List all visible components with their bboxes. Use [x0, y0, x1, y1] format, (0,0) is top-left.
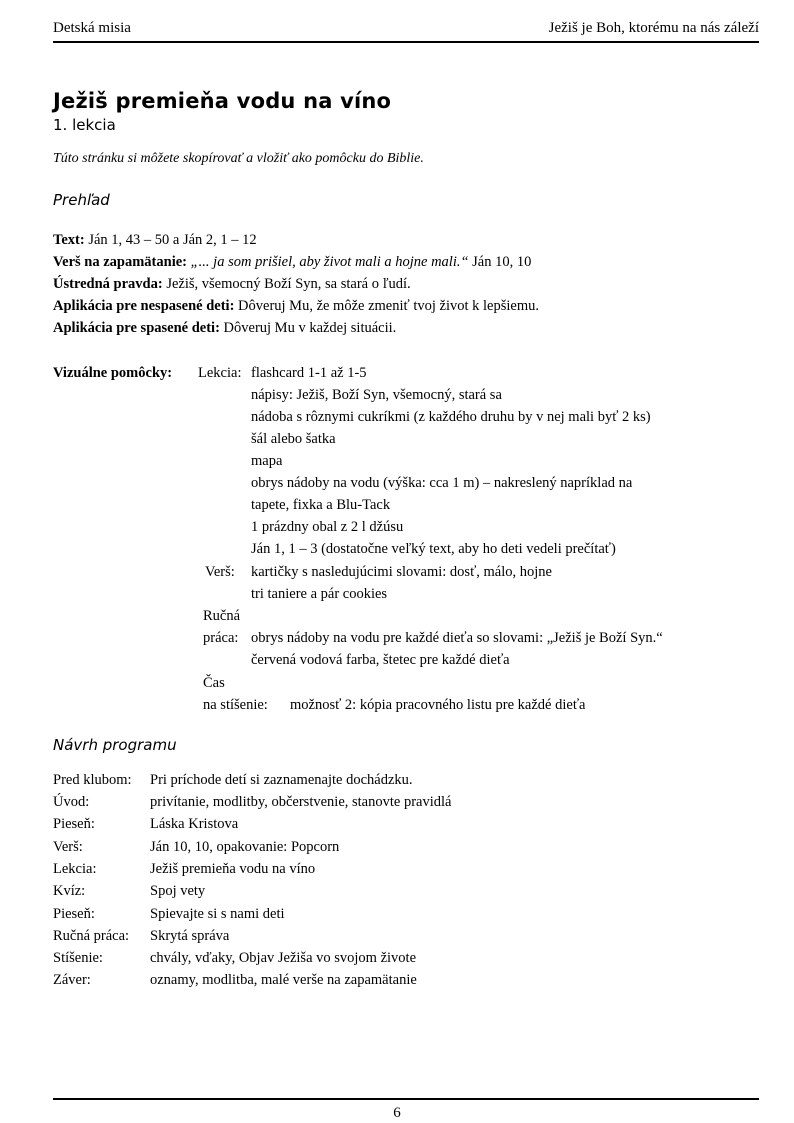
- central-truth-line: [53, 276, 411, 293]
- application-unsaved-label: Aplikácia pre nespasené deti:: [53, 298, 235, 314]
- visual-cas-value: možnosť 2: kópia pracovného listu pre každé dieťa: [290, 697, 586, 713]
- application-saved-line: [53, 320, 396, 337]
- visual-lekcia-item: Ján 1, 1 – 3 (dostatočne veľký text, aby ho deti vedeli prečítať): [251, 541, 616, 557]
- central-truth-label: Ústredná pravda:: [53, 276, 163, 292]
- visual-vers-item: kartičky s nasledujúcimi slovami: dosť, málo, hojne: [251, 564, 552, 580]
- program-value: privítanie, modlitby, občerstvenie, stanovte pravidlá: [150, 794, 452, 810]
- application-unsaved-line: [53, 298, 539, 315]
- memory-verse-ref: Ján 10, 10: [468, 254, 532, 270]
- visual-vers-item: tri taniere a pár cookies: [251, 586, 388, 602]
- visual-lekcia-item: nádoba s rôznymi cukríkmi (z každého druhu by v nej mali byť 2 ks): [251, 409, 651, 425]
- visual-lekcia-item: flashcard 1-1 až 1-5: [251, 365, 367, 381]
- program-value: Skrytá správa: [150, 928, 230, 944]
- program-key: Pred klubom:: [53, 772, 132, 788]
- program-key: Ručná práca:: [53, 928, 130, 944]
- visual-lekcia-item: 1 prázdny obal z 2 l džúsu: [251, 519, 404, 535]
- program-key: Záver:: [53, 972, 91, 988]
- visual-aids-label: Vizuálne pomôcky:: [53, 365, 173, 381]
- header-org: Detská misia: [53, 20, 131, 36]
- memory-verse-quote: „... ja som prišiel, aby život mali a hojne mali.“: [186, 254, 469, 270]
- program-key: Pieseň:: [53, 906, 95, 922]
- visual-lekcia-item: obrys nádoby na vodu (výška: cca 1 m) – nakreslený napríklad na: [251, 475, 633, 491]
- lesson-number: 1. lekcia: [53, 116, 116, 134]
- lesson-title: Ježiš premieňa vodu na víno: [53, 89, 392, 113]
- overview-heading: Prehľad: [53, 191, 110, 209]
- visual-lekcia-item: nápisy: Ježiš, Boží Syn, všemocný, stará sa: [251, 387, 502, 403]
- program-value: Láska Kristova: [150, 816, 239, 832]
- header-divider: [53, 41, 759, 43]
- visual-lekcia-item: tapete, fixka a Blu-Tack: [251, 497, 391, 513]
- program-key: Pieseň:: [53, 816, 95, 832]
- program-value: oznamy, modlitba, malé verše na zapamätanie: [150, 972, 417, 988]
- program-key: Kvíz:: [53, 883, 86, 899]
- program-value: Ježiš premieňa vodu na víno: [150, 861, 316, 877]
- visual-rucna-label-1: Ručná: [203, 608, 241, 624]
- program-key: Úvod:: [53, 794, 90, 810]
- visual-rucna-label-2: práca:: [203, 630, 239, 646]
- text-value: Ján 1, 43 – 50 a Ján 2, 1 – 12: [84, 232, 257, 248]
- program-heading: Návrh programu: [53, 736, 177, 754]
- visual-cas-label-2: na stíšenie:: [203, 697, 268, 713]
- application-unsaved-value: Dôveruj Mu, že môže zmeniť tvoj život k lepšiemu.: [234, 298, 539, 314]
- memory-verse-label: Verš na zapamätanie:: [53, 254, 187, 270]
- central-truth-value: Ježiš, všemocný Boží Syn, sa stará o ľudí.: [162, 276, 411, 292]
- visual-rucna-item: červená vodová farba, štetec pre každé dieťa: [251, 652, 510, 668]
- program-key: Verš:: [53, 839, 83, 855]
- program-key: Stíšenie:: [53, 950, 103, 966]
- visual-lekcia-label: Lekcia:: [198, 365, 242, 381]
- application-saved-label: Aplikácia pre spasené deti:: [53, 320, 220, 336]
- program-key: Lekcia:: [53, 861, 97, 877]
- header-series-title: Ježiš je Boh, ktorému na nás záleží: [548, 20, 759, 36]
- page-number: 6: [393, 1105, 401, 1121]
- memory-verse-line: [53, 254, 531, 271]
- page-header: [53, 18, 759, 40]
- visual-cas-label-1: Čas: [203, 675, 225, 691]
- copy-note: Túto stránku si môžete skopírovať a vložiť ako pomôcku do Biblie.: [53, 151, 424, 166]
- program-value: Pri príchode detí si zaznamenajte dochádzku.: [150, 772, 413, 788]
- text-label: Text:: [53, 232, 85, 248]
- program-value: Spoj vety: [150, 883, 206, 899]
- program-value: Spievajte si s nami deti: [150, 906, 285, 922]
- program-value: chvály, vďaky, Objav Ježiša vo svojom živote: [150, 950, 417, 966]
- visual-lekcia-item: mapa: [251, 453, 283, 469]
- visual-rucna-item: obrys nádoby na vodu pre každé dieťa so slovami: „Ježiš je Boží Syn.“: [251, 630, 663, 646]
- footer-divider: [53, 1098, 759, 1100]
- program-value: Ján 10, 10, opakovanie: Popcorn: [150, 839, 340, 855]
- application-saved-value: Dôveruj Mu v každej situácii.: [219, 320, 397, 336]
- text-line: [53, 232, 257, 249]
- visual-vers-label: Verš:: [205, 564, 235, 580]
- visual-lekcia-item: šál alebo šatka: [251, 431, 336, 447]
